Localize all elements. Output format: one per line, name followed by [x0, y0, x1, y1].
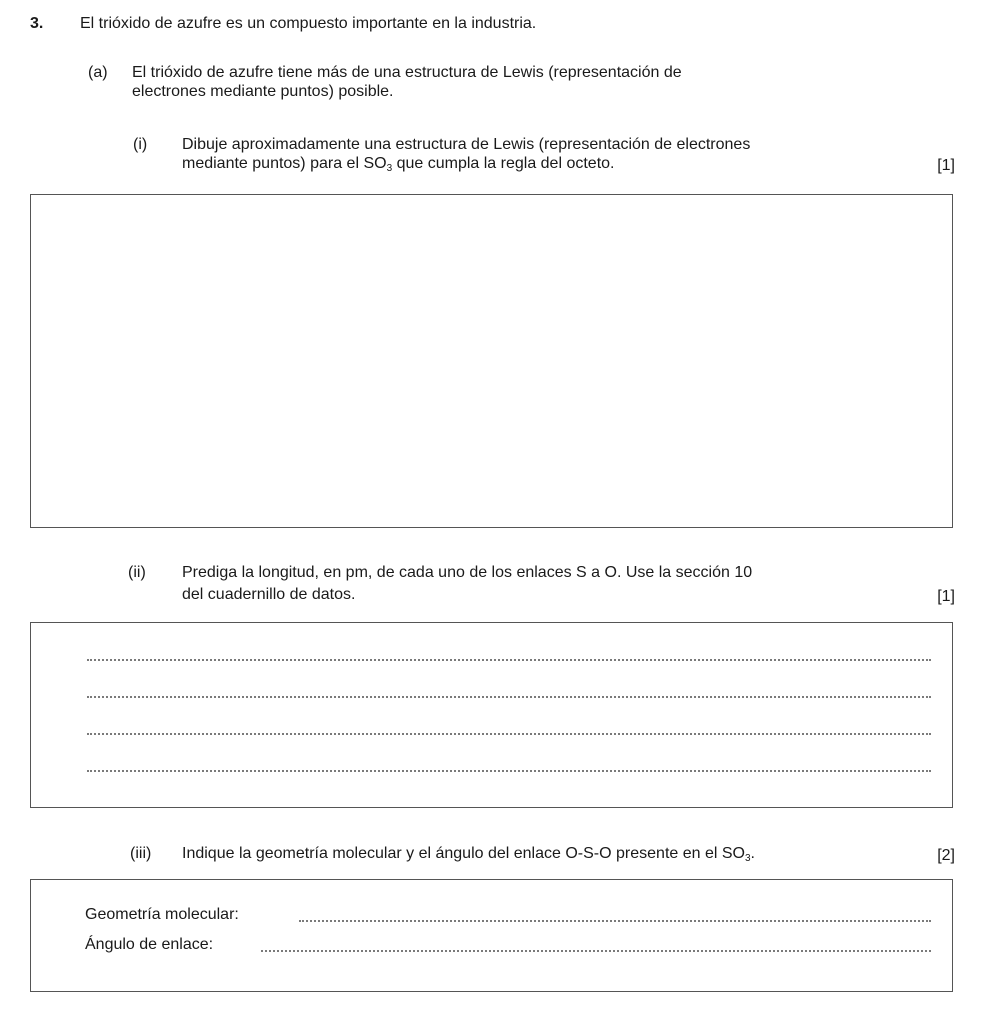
bond-length-answer-box — [30, 622, 953, 808]
sub-ii-label: (ii) — [128, 564, 146, 581]
answer-line[interactable] — [87, 733, 931, 735]
sub-iii-label: (iii) — [130, 845, 152, 862]
lewis-structure-drawing-area[interactable] — [30, 194, 953, 528]
sub-iii-text-pre: Indique la geometría molecular y el ángulo del enlace O-S-O presente en el SO — [182, 845, 745, 862]
part-a-label: (a) — [88, 64, 108, 81]
sub-ii-marks: [1] — [937, 588, 955, 605]
sub-i-text-line2 — [182, 154, 614, 173]
answer-line[interactable] — [87, 696, 931, 698]
sub-i-text-line1: Dibuje aproximadamente una estructura de Lewis (representación de electrones — [182, 136, 751, 153]
part-a-text-line2: electrones mediante puntos) posible. — [132, 83, 394, 100]
sub-iii-text-post: . — [750, 845, 755, 862]
answer-line[interactable] — [87, 770, 931, 772]
answer-line[interactable] — [87, 659, 931, 661]
sub-i-marks: [1] — [937, 157, 955, 174]
sub-i-subscript: 3 — [386, 163, 393, 174]
sub-iii-subscript: 3 — [744, 853, 751, 864]
geometry-field-label: Geometría molecular: — [85, 906, 239, 923]
sub-i-label: (i) — [133, 136, 148, 153]
sub-iii-text — [182, 844, 755, 863]
sub-iii-marks: [2] — [937, 847, 955, 864]
part-a-text-line1: El trióxido de azufre tiene más de una estructura de Lewis (representación de — [132, 64, 682, 81]
geometry-answer-line[interactable] — [299, 920, 931, 922]
question-stem: El trióxido de azufre es un compuesto importante en la industria. — [80, 15, 537, 32]
bond-angle-field-label: Ángulo de enlace: — [85, 936, 214, 953]
geometry-answer-box — [30, 879, 953, 992]
bond-angle-answer-line[interactable] — [261, 950, 931, 952]
sub-ii-text-line1: Prediga la longitud, en pm, de cada uno de los enlaces S a O. Use la sección 10 — [182, 564, 753, 581]
sub-i-text-line2-pre: mediante puntos) para el SO — [182, 155, 387, 172]
sub-ii-text-line2: del cuadernillo de datos. — [182, 586, 356, 603]
sub-i-text-line2-post: que cumpla la regla del octeto. — [392, 155, 615, 172]
question-number: 3. — [30, 15, 44, 32]
